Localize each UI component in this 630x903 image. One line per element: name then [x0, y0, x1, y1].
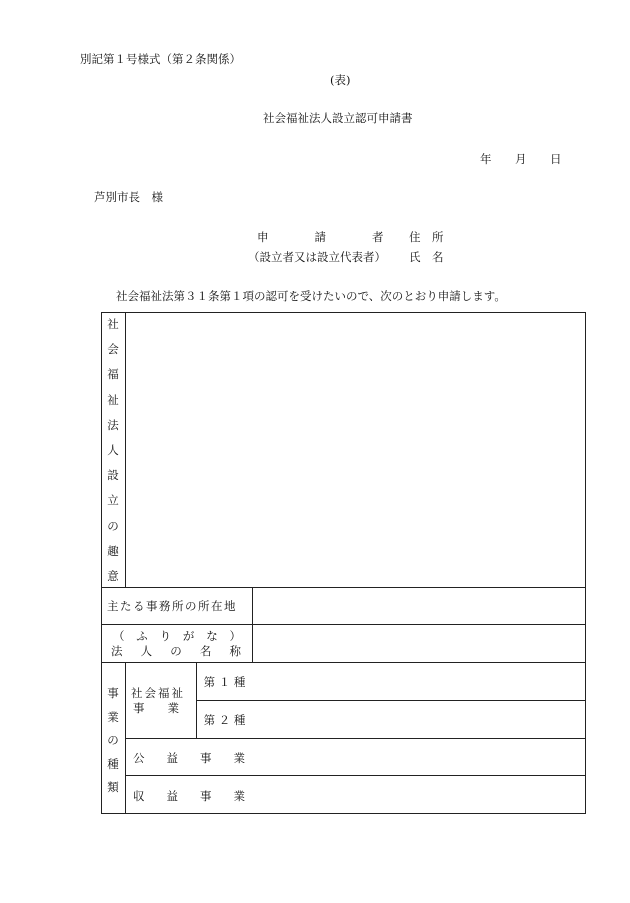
type2-input[interactable] [253, 701, 584, 738]
office-label: 主たる事務所の所在地 [107, 599, 237, 613]
office-input[interactable] [253, 588, 584, 624]
date-day: 日 [550, 152, 562, 166]
corp-name-input[interactable] [253, 625, 584, 662]
applicant-name-label: 氏 名 [409, 250, 444, 264]
business-type-label: 事 業 の 種 類 [107, 686, 119, 794]
type1-input[interactable] [253, 663, 584, 700]
addressee: 芦別市長 様 [94, 190, 163, 204]
date-month: 月 [515, 152, 527, 166]
intro-text: 社会福祉法第３１条第１項の認可を受けたいので、次のとおり申請します。 [116, 289, 506, 303]
type1-label: 第 １ 種 [203, 674, 246, 689]
social-welfare-label: 社会福祉 事 業 [131, 686, 185, 715]
public-business-label: 公 益 事 業 [133, 751, 245, 765]
applicant-role: 申 請 者 [257, 230, 384, 244]
purpose-input[interactable] [126, 313, 584, 587]
purpose-label: 社 会 福 祉 法 人 設 立 の 趣 意 [107, 317, 119, 583]
date-year: 年 [480, 152, 492, 166]
page-title: 社会福祉法人設立認可申請書 [263, 111, 413, 125]
profit-business-label: 収 益 事 業 [133, 789, 245, 803]
side-label: (表) [330, 73, 351, 87]
furigana-label: （ ふ り が な ） [113, 629, 241, 643]
profit-business-input[interactable] [253, 776, 584, 813]
corp-name-label: 法 人 の 名 称 [111, 644, 241, 658]
applicant-address-label: 住 所 [409, 230, 444, 244]
applicant-role-note: （設立者又は設立代表者） [248, 250, 386, 264]
public-business-input[interactable] [253, 739, 584, 775]
form-number: 別記第１号様式（第２条関係） [80, 52, 241, 66]
type2-label: 第 ２ 種 [203, 712, 246, 727]
application-table [101, 312, 586, 814]
